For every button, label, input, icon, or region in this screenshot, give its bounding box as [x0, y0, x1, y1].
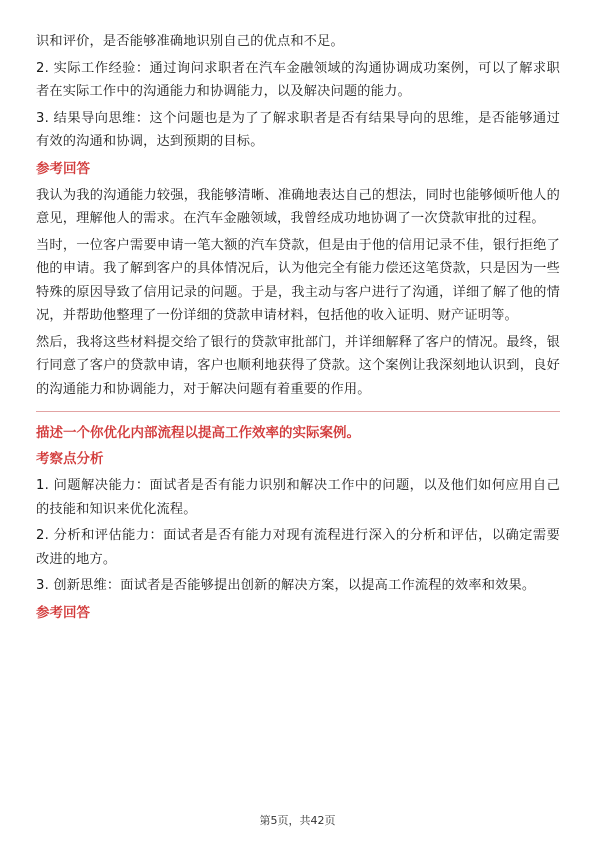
analysis-item-3: 3. 创新思维：面试者是否能够提出创新的解决方案，以提高工作流程的效率和效果。 — [36, 578, 536, 593]
analysis-heading: 考察点分析 — [36, 451, 104, 467]
reference-answer-heading: 参考回答 — [36, 160, 90, 177]
reference-answer-heading-2: 参考回答 — [36, 604, 90, 621]
answer-paragraph-2: 当时，一位客户需要申请一笔大额的汽车贷款，但是由于他的信用记录不佳，银行拒绝了他的申请。我了解到客户的具体情况后，认为他完全有能力偿还这笔贷款，只是因为一些特殊的原因导致了信用记录的问题。于是，我主动与客户进行了沟通，详细了解了他的情况，并帮助他整理了一份详细的贷款申请材料，包括他的收入证明、财产证明等。 — [36, 237, 560, 323]
answer-paragraph-3: 然后，我将这些材料提交给了银行的贷款审批部门，并详细解释了客户的情况。最终，银行同意了客户的贷款申请，客户也顺利地获得了贷款。这个案例让我深刻地认识到，良好的沟通能力和协调能力，对于解决问题有着重要的作用。 — [36, 334, 560, 397]
answer-paragraph-1: 我认为我的沟通能力较强，我能够清晰、准确地表达自己的想法，同时也能够倾听他人的意见，理解他人的需求。在汽车金融领域，我曾经成功地协调了一次贷款审批的过程。 — [36, 187, 560, 226]
analysis-item-2: 2. 分析和评估能力：面试者是否有能力对现有流程进行深入的分析和评估，以确定需要改进的地方。 — [36, 528, 560, 567]
list-item-continuation: 识和评价，是否能够准确地识别自己的优点和不足。 — [36, 34, 344, 49]
list-item-2: 2. 实际工作经验：通过询问求职者在汽车金融领域的沟通协调成功案例，可以了解求职者在实际工作中的沟通能力和协调能力，以及解决问题的能力。 — [36, 60, 560, 99]
page-content — [36, 30, 560, 628]
page-footer: 第5页，共42页 — [259, 814, 336, 827]
analysis-item-1: 1. 问题解决能力：面试者是否有能力识别和解决工作中的问题，以及他们如何应用自己的技能和知识来优化流程。 — [36, 478, 560, 517]
list-item-3: 3. 结果导向思维：这个问题也是为了了解求职者是否有结果导向的思维，是否能够通过有效的沟通和协调，达到预期的目标。 — [36, 110, 560, 149]
question-title: 描述一个你优化内部流程以提高工作效率的实际案例。 — [36, 425, 360, 441]
section-divider — [36, 411, 560, 412]
